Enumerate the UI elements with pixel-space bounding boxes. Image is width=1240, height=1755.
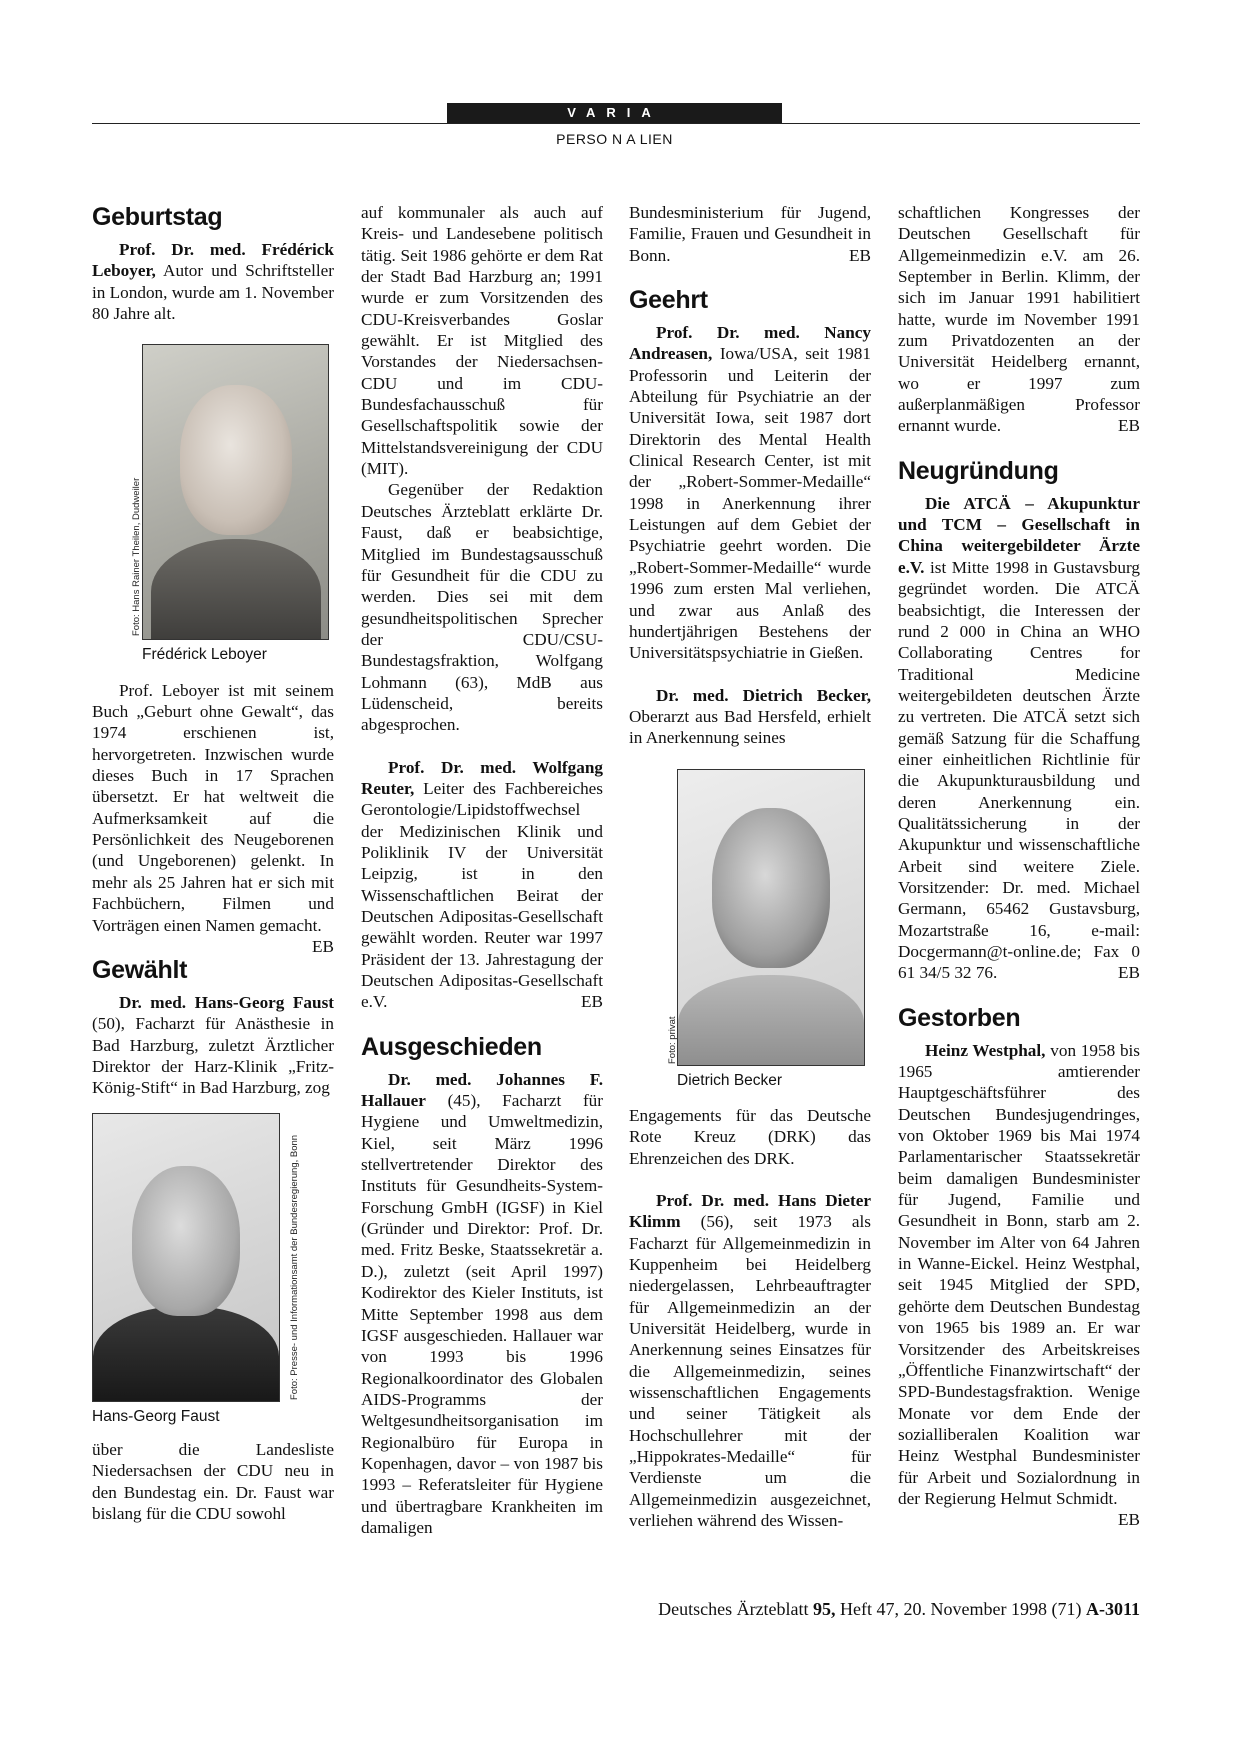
faust-intro-text: (50), Facharzt für Anästhesie in Bad Harzburg, zuletzt Ärztlicher Direktor der Harz-Klinik „Fritz-König-Stift“ in Bad Harzburg, zog [92,1014,334,1098]
photo-credit-faust: Foto: Presse- und Informationsamt der Bundesregierung, Bonn [289,1134,300,1400]
photo-leboyer [142,344,329,640]
hallauer-continued-text: Bundesministerium für Jugend, Familie, Frauen und Gesundheit in Bonn. [629,203,871,265]
caption-faust: Hans-Georg Faust [92,1407,220,1425]
klimm-continued-text: schaftlichen Kongresses der Deutschen Gesellschaft für Allgemeinmedizin e.V. am 26. September in Berlin. Klimm, der sich im Januar 1991 habilitiert hatte, wurde im November 1991 zum Privatdozenten an der Universität Heidelberg ernannt, wo er 1997 zum außerplanmäßigen Professor ernannt wurde. [898,203,1140,436]
caption-becker: Dietrich Becker [677,1071,783,1089]
column-2 [361,202,603,1538]
name-faust: Dr. med. Hans-Georg Faust [119,992,334,1012]
name-westphal: Heinz Westphal, [925,1040,1046,1060]
name-andreasen: Prof. Dr. med. Nancy Andreasen, [629,323,871,364]
atca-entry [898,493,1140,984]
page-footer [560,1599,1140,1620]
faust-continued: über die Landesliste Niedersachsen der CDU neu in den Bundestag ein. Dr. Faust war bislang für die CDU sowohl [92,1439,334,1523]
signature-eb: EB [1118,416,1140,436]
leboyer-body [92,680,334,956]
hallauer-entry [361,1069,603,1539]
faust-continued-2: auf kommunaler als auch auf Kreis- und Landesebene politisch tätig. Seit 1986 gehörte er dem Rat der Stadt Bad Harzburg an; 1991 wurde er zum Vorsitzenden des CDU-Kreisverbandes Goslar gewählt. Er ist Mitglied des Vorstandes der Niedersachsen-CDU und im CDU-Bundesfachausschuß für Gesellschaftspolitik sowie der Mittelstandsvereinigung der CDU (MIT). [361,203,603,479]
andreasen-entry [629,322,871,664]
klimm-continued [898,202,1140,437]
hallauer-text: (45), Facharzt für Hygiene und Umweltmedizin, Kiel, seit März 1996 stellvertretender Direktor des Instituts für Gesundheits-System-Forschung GmbH (IGSF) in Kiel (Gründer und Direktor: Prof. Dr. med. Fritz Beske, Staatssekretär a. D.), zuletzt (seit April 1997) Kodirektor des Kieler Instituts, ist Mitte September 1998 aus dem IGSF ausgeschieden. Hallauer war von 1993 bis 1996 Regionalkoordinator des Globalen AIDS-Programms der Weltgesundheitsorganisation im Regionalbüro für Europa in Kopenhagen, davor – von 1987 bis 1993 – Referatsleiter für Hygiene und übertragbare Krankheiten im damaligen [361,1091,603,1537]
signature-eb: EB [1118,1510,1140,1530]
westphal-entry [898,1040,1140,1530]
becker-continued: Engagements für das Deutsche Rote Kreuz (DRK) das Ehrenzeichen des DRK. [629,1105,871,1168]
photo-becker [677,769,865,1066]
becker-text: Oberarzt aus Bad Hersfeld, erhielt in Anerkennung seines [629,706,871,748]
name-klimm: Prof. Dr. med. Hans Dieter Klimm [629,1190,871,1232]
name-hallauer: Dr. med. Johannes F. Hallauer [361,1069,603,1111]
klimm-entry [629,1190,871,1532]
photo-leboyer-figure [131,344,334,665]
becker-entry [629,685,871,749]
column-1 [92,202,334,1524]
name-reuter: Prof. Dr. med. Wolfgang Reuter, [361,757,603,798]
klimm-text: (56), seit 1973 als Facharzt für Allgemeinmedizin in Kuppenheim bei Heidelberg niedergelassen, Lehrbeauftragter für Allgemeinmedizin an der Universität Heidelberg, wurde in Anerkennung seines Einsatzes für die Allgemeinmedizin, seines wissenschaftlichen Engagements und seiner Tätigkeit als Hochschullehrer mit der „Hippokrates-Medaille“ für Verdienste um die Allgemeinmedizin ausgezeichnet, verliehen während des Wissen- [629,1212,871,1531]
section-subtitle: PERSO N A LIEN [556,131,673,147]
name-becker: Dr. med. Dietrich Becker, [656,685,871,705]
column-3 [629,202,871,1531]
footer-page-number: A-3011 [1086,1599,1140,1619]
westphal-text: von 1958 bis 1965 amtierender Hauptgeschäftsführer des Deutschen Bundesjugendringes, von Oktober 1969 bis Mai 1974 Parlamentarischer Staatssekretär beim damaligen Bundesminister für Jugend, Familie und Gesundheit in Bonn, starb am 2. November im Alter von 64 Jahren in Wanne-Eickel. Heinz Westphal, seit 1945 Mitglied der SPD, gehörte dem Deutschen Bundestag von 1965 bis 1989 an. Er war Vorsitzender des Arbeitskreises „Öffentliche Finanzwirtschaft“ der SPD-Bundestagsfraktion. Wenige Monate vor dem Ende der sozialliberalen Koalition war Heinz Westphal Bundesminister für Arbeit und Sozialordnung in der Regierung Helmut Schmidt. [898,1040,1140,1508]
photo-becker-figure [667,769,871,1091]
signature-eb: EB [849,245,871,265]
photo-credit-leboyer: Foto: Hans Rainer Theilen, Dudweiler [131,478,142,637]
caption-leboyer: Frédérick Leboyer [142,646,267,664]
heading-geehrt: Geehrt [629,286,708,315]
photo-credit-becker: Foto: privat [667,1016,678,1064]
signature-eb: EB [581,992,603,1012]
name-leboyer: Prof. Dr. med. Frédérick Leboyer, [92,240,334,281]
faust-continued-3: Gegenüber der Redaktion Deutsches Ärzteblatt erklärte Dr. Faust, daß er beabsichtige, Mitglied im Bundestagsausschuß für Gesundheit für die CDU zu werden. Dies sei mit dem gesundheitspolitischen Sprecher der CDU/CSU-Bundestagsfraktion, Wolfgang Lohmann (63), MdB aus Lüdenscheid, bereits abgesprochen. [361,480,603,735]
reuter-entry [361,757,603,1013]
atca-text: ist Mitte 1998 in Gustavsburg gegründet worden. Die ATCÄ beabsichtigt, die Interessen der rund 2 000 in China an WHO Collaborating Centres for Traditional Medicine weitergebildeten deutschen Ärzte zu vertreten. Die ATCÄ setzt sich gemäß Satzung für die Schaffung einer einheitlichen Richtlinie für die Akupunkturausbildung und deren Anerkennung ein. Qualitätssicherung in der Akupunktur und wissenschaftliche Arbeit sind weitere Ziele. Vorsitzender: Dr. med. Michael Germann, 65462 Gustavsburg, Mozartstraße 16, e-mail: Docgermann@t-online.de; Fax 0 61 34/5 32 76. [898,557,1140,983]
footer-issue: Heft 47, 20. November 1998 (71) [835,1599,1086,1619]
column-4 [898,202,1140,1531]
leboyer-intro-text: Autor und Schriftsteller in London, wurde am 1. November 80 Jahre alt. [92,261,335,324]
heading-neugruendung: Neugründung [898,456,1059,485]
heading-ausgeschieden: Ausgeschieden [361,1032,542,1061]
header-rule [92,123,1140,124]
reuter-text: Leiter des Fachbereiches Gerontologie/Lipidstoffwechsel der Medizinischen Klinik und Poliklinik IV der Universität Leipzig, ist in den Wissenschaftlichen Beirat der Deutschen Adipositas-Gesellschaft gewählt worden. Reuter war 1997 Präsident der 13. Jahrestagung der Deutschen Adipositas-Gesellschaft e.V. [361,778,603,1012]
faust-intro [92,992,334,1099]
footer-journal: Deutsches Ärzteblatt [658,1599,814,1619]
leboyer-intro [92,239,334,324]
hallauer-continued [629,202,871,266]
heading-geburtstag: Geburtstag [92,203,223,231]
andreasen-text: Iowa/USA, seit 1981 Professorin und Leiterin der Abteilung für Psychiatrie an der Universität Iowa, seit 1987 dort Direktorin des Mental Health Clinical Research Center, ist mit der „Robert-Sommer-Medaille“ 1998 in Anerkennung ihrer Leistungen auf dem Gebiet der Psychiatrie geehrt worden. Die „Robert-Sommer-Medaille“ wurde 1996 zum ersten Mal verliehen, und zwar aus Anlaß des hundertjährigen Bestehens der Universitätspsychiatrie in Gießen. [629,344,871,663]
name-atca: Die ATCÄ – Akupunktur und TCM – Gesellschaft in China weitergebildeter Ärzte e.V. [898,493,1140,577]
heading-gewaehlt: Gewählt [92,955,188,984]
photo-faust-figure [92,1113,334,1427]
leboyer-body-text: Prof. Leboyer ist mit seinem Buch „Geburt ohne Gewalt“, das 1974 erschienen ist, hervorgetreten. Inzwischen wurde dieses Buch in 17 Sprachen übersetzt. Er hat weltweit die Aufmerksamkeit auf die Persönlichkeit des Neugeborenen (und Ungeborenen) gelenkt. In mehr als 25 Jahren hat er sich mit Fachbüchern, Filmen und Vorträgen einen Namen gemacht. [92,680,334,935]
section-banner: VARIA [447,103,782,123]
signature-eb: EB [1118,963,1140,983]
photo-faust [92,1113,280,1402]
signature-eb: EB [312,936,334,956]
footer-volume: 95, [813,1599,836,1619]
heading-gestorben: Gestorben [898,1003,1021,1032]
